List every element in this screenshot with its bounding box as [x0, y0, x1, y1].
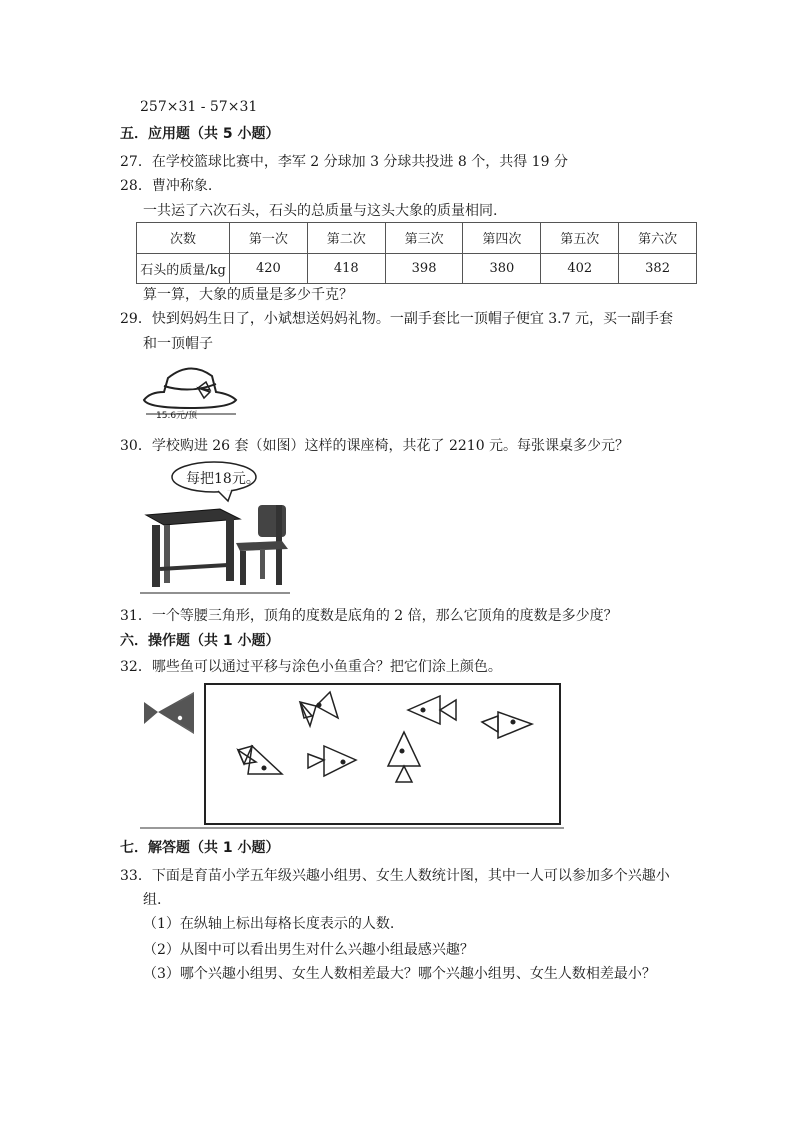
question-33-sub3: （3）哪个兴趣小组男、女生人数相差最大？哪个兴趣小组男、女生人数相差最小？ [143, 966, 656, 982]
question-32: 32．哪些鱼可以通过平移与涂色小鱼重合？把它们涂上颜色。 [120, 659, 502, 675]
hat-illustration [140, 356, 240, 426]
table-cell: 第四次 [463, 223, 541, 254]
stone-mass-table [136, 222, 697, 284]
fish-outline-icon [482, 712, 532, 738]
fish-figure [140, 680, 564, 830]
table-row-label: 石头的质量/kg [137, 253, 230, 284]
table-cell: 382 [619, 253, 697, 284]
table-cell: 次数 [137, 223, 230, 254]
table-cell: 第五次 [541, 223, 619, 254]
section-seven-heading: 七．解答题（共 1 小题） [120, 840, 280, 856]
question-27: 27．在学校篮球比赛中，李军 2 分球加 3 分球共投进 8 个，共得 19 分 [120, 154, 568, 170]
question-29-line1: 29．快到妈妈生日了，小斌想送妈妈礼物。一副手套比一顶帽子便宜 3.7 元，买一副手套 [120, 311, 673, 327]
fish-figure-svg [140, 680, 564, 830]
fish-outline-icon [300, 692, 338, 726]
fish-outline-icon [238, 746, 282, 774]
table-cell: 420 [230, 253, 308, 284]
table-cell: 第六次 [619, 223, 697, 254]
expression: 257×31 - 57×31 [140, 99, 258, 115]
section-five-heading: 五．应用题（共 5 小题） [120, 126, 280, 142]
section-six-heading: 六．操作题（共 1 小题） [120, 633, 280, 649]
table-cell: 380 [463, 253, 541, 284]
table-cell: 第三次 [385, 223, 463, 254]
shaded-fish-icon [144, 692, 194, 734]
question-33-sub1: （1）在纵轴上标出每格长度表示的人数. [143, 916, 395, 932]
fish-outline-icon [388, 732, 420, 782]
question-28-title: 28．曹冲称象. [120, 178, 213, 194]
hat-price: 15.6元/顶 [156, 411, 198, 421]
question-29-line2: 和一顶帽子 [143, 336, 213, 352]
question-33-sub2: （2）从图中可以看出男生对什么兴趣小组最感兴趣？ [143, 942, 474, 958]
question-33-line2: 组. [143, 892, 162, 908]
question-28-ask: 算一算，大象的质量是多少千克？ [143, 287, 353, 303]
table-cell: 418 [307, 253, 385, 284]
fish-outline-icon [408, 696, 456, 724]
table-row [137, 253, 697, 284]
question-28-intro: 一共运了六次石头，石头的总质量与这头大象的质量相同. [143, 203, 498, 219]
table-cell: 398 [385, 253, 463, 284]
speech-bubble-text: 每把18元。 [186, 471, 260, 487]
table-header-row [137, 223, 697, 254]
desk-chair-illustration [140, 457, 298, 597]
question-33-line1: 33．下面是育苗小学五年级兴趣小组男、女生人数统计图，其中一人可以参加多个兴趣小 [120, 868, 670, 884]
question-30: 30．学校购进 26 套（如图）这样的课座椅，共花了 2210 元。每张课桌多少元？ [120, 438, 630, 454]
question-31: 31．一个等腰三角形，顶角的度数是底角的 2 倍，那么它顶角的度数是多少度？ [120, 608, 618, 624]
table-cell: 402 [541, 253, 619, 284]
table-cell: 第二次 [307, 223, 385, 254]
table-cell: 第一次 [230, 223, 308, 254]
fish-outline-icon [308, 746, 356, 776]
